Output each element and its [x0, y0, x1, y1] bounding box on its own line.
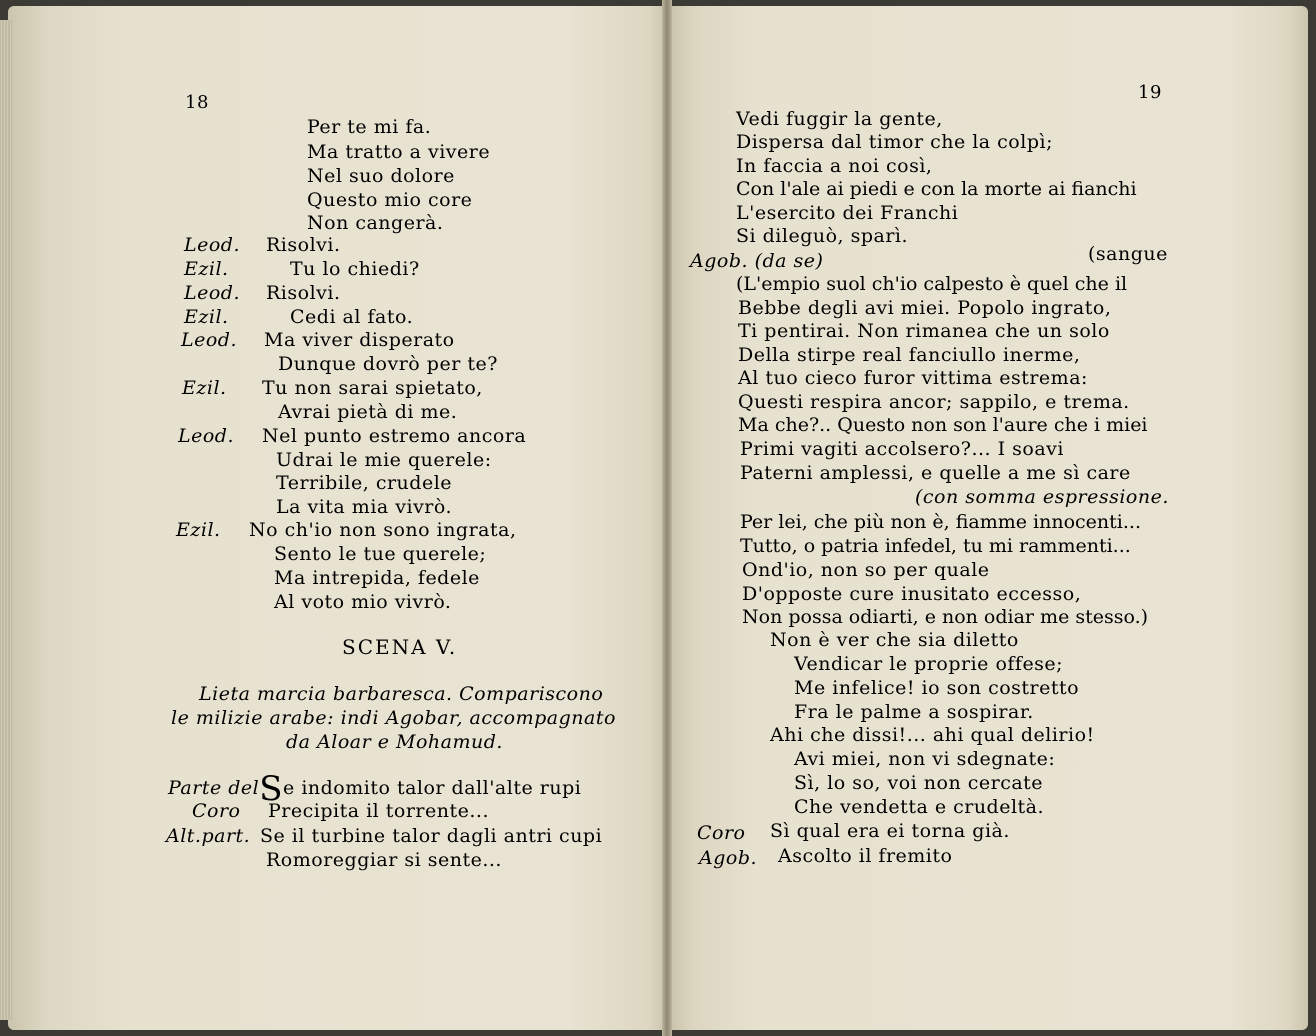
speaker-label: Agob. (da se)	[690, 250, 824, 272]
verse-line: Nel suo dolore	[307, 165, 455, 187]
verse-line: D'opposte cure inusitato eccesso,	[742, 583, 1082, 605]
verse-line: Avrai pietà di me.	[278, 401, 458, 423]
stage-direction: Lieta marcia barbaresca. Compariscono	[199, 683, 604, 705]
verse-line: Tu lo chiedi?	[290, 258, 420, 280]
speaker-label: Leod.	[181, 329, 238, 351]
verse-line: Non cangerà.	[307, 212, 444, 234]
verse-line: Risolvi.	[266, 234, 341, 256]
stage-direction: da Aloar e Mohamud.	[286, 731, 503, 753]
verse-line: Sento le tue querele;	[274, 543, 487, 565]
speaker-label: Leod.	[184, 234, 241, 256]
verse-line: Ascolto il fremito	[778, 845, 953, 867]
page-number: 18	[185, 92, 209, 113]
speaker-label: Ezil.	[182, 377, 227, 399]
drop-initial: S	[259, 769, 284, 809]
verse-line: Tu non sarai spietato,	[262, 377, 483, 399]
speaker-label: Ezil.	[184, 258, 229, 280]
speaker-label: Parte del	[168, 777, 260, 799]
verse-line: Al tuo cieco furor vittima estrema:	[738, 367, 1088, 389]
verse-line: Fra le palme a sospirar.	[794, 701, 1034, 723]
verse-line: Me infelice! io son costretto	[794, 677, 1080, 699]
verse-line: Con l'ale ai piedi e con la morte ai fianchi	[736, 178, 1137, 200]
verse-line: Si dileguò, sparì.	[736, 225, 909, 247]
verse-line: (L'empio suol ch'io calpesto è quel che il	[736, 273, 1128, 295]
speaker-label: Leod.	[184, 282, 241, 304]
stage-direction: (con somma espressione.	[915, 486, 1169, 508]
verse-line: Ma viver disperato	[264, 329, 455, 351]
verse-line: Non è ver che sia diletto	[770, 629, 1019, 651]
verse-line: Questo mio core	[307, 189, 473, 211]
speaker-label: Ezil.	[184, 306, 229, 328]
verse-line: Vendicar le proprie offese;	[794, 653, 1064, 675]
speaker-label: Ezil.	[176, 519, 221, 541]
verse-line: Ahi che dissi!... ahi qual delirio!	[770, 724, 1095, 746]
verse-line: Ma che?.. Questo non son l'aure che i miei	[738, 414, 1148, 436]
verse-line: Primi vagiti accolsero?... I soavi	[740, 438, 1064, 460]
verse-line: Sì qual era ei torna già.	[770, 820, 1010, 842]
stage-direction: le milizie arabe: indi Agobar, accompagnato	[171, 707, 616, 729]
verse-line: Se il turbine talor dagli antri cupi	[260, 825, 603, 847]
speaker-label: Coro	[697, 822, 746, 844]
verse-line: Ma intrepida, fedele	[274, 567, 480, 589]
verse-line: Terribile, crudele	[276, 472, 453, 494]
verse-line: Avi miei, non vi sdegnate:	[794, 748, 1056, 770]
verse-line: Della stirpe real fanciullo inerme,	[738, 344, 1081, 366]
scene-title: SCENA V.	[342, 635, 458, 659]
verse-line: Questi respira ancor; sappilo, e trema.	[738, 391, 1130, 413]
verse-line: Che vendetta e crudeltà.	[794, 796, 1045, 818]
verse-line: Vedi fuggir la gente,	[736, 108, 943, 130]
verse-line: Cedi al fato.	[290, 306, 414, 328]
verse-line: Ma tratto a vivere	[307, 141, 491, 163]
verse-line: L'esercito dei Franchi	[736, 202, 959, 224]
verse-line: Dunque dovrò per te?	[278, 353, 498, 375]
verse-line: Al voto mio vivrò.	[274, 591, 452, 613]
verse-line: Paterni amplessi, e quelle a me sì care	[740, 462, 1131, 484]
verse-line: Bebbe degli avi miei. Popolo ingrato,	[738, 297, 1112, 319]
verse-line: Ti pentirai. Non rimanea che un solo	[738, 320, 1110, 342]
verse-line: Precipita il torrente...	[268, 800, 489, 822]
speaker-label: Alt.part.	[166, 825, 251, 847]
book-gutter	[662, 0, 672, 1036]
verse-line: Tutto, o patria infedel, tu mi rammenti...	[740, 535, 1131, 557]
speaker-label: Leod.	[178, 425, 235, 447]
page-number: 19	[1138, 82, 1162, 103]
speaker-label: Coro	[192, 800, 241, 822]
verse-line: Risolvi.	[266, 282, 341, 304]
verse-line: Non possa odiarti, e non odiar me stesso.)	[742, 606, 1149, 628]
speaker-label: Agob.	[699, 847, 758, 869]
page-edges	[0, 20, 12, 1020]
verse-line: Sì, lo so, voi non cercate	[794, 772, 1044, 794]
verse-line: La vita mia vivrò.	[276, 496, 453, 518]
verse-line: Dispersa dal timor che la colpì;	[736, 131, 1053, 153]
verse-line: Per te mi fa.	[307, 116, 432, 138]
verse-line: Per lei, che più non è, fiamme innocenti...	[740, 511, 1141, 533]
verse-line: Udrai le mie querele:	[276, 449, 492, 471]
verse-text: e indomito talor dall'alte rupi	[283, 777, 582, 799]
verse-line: Romoreggiar si sente...	[266, 849, 502, 871]
verse-line: No ch'io non sono ingrata,	[249, 519, 517, 541]
verse-line: (sangue	[1088, 243, 1168, 265]
verse-line: Ond'io, non so per quale	[742, 559, 990, 581]
verse-line: In faccia a noi così,	[736, 155, 933, 177]
verse-line: Nel punto estremo ancora	[262, 425, 527, 447]
